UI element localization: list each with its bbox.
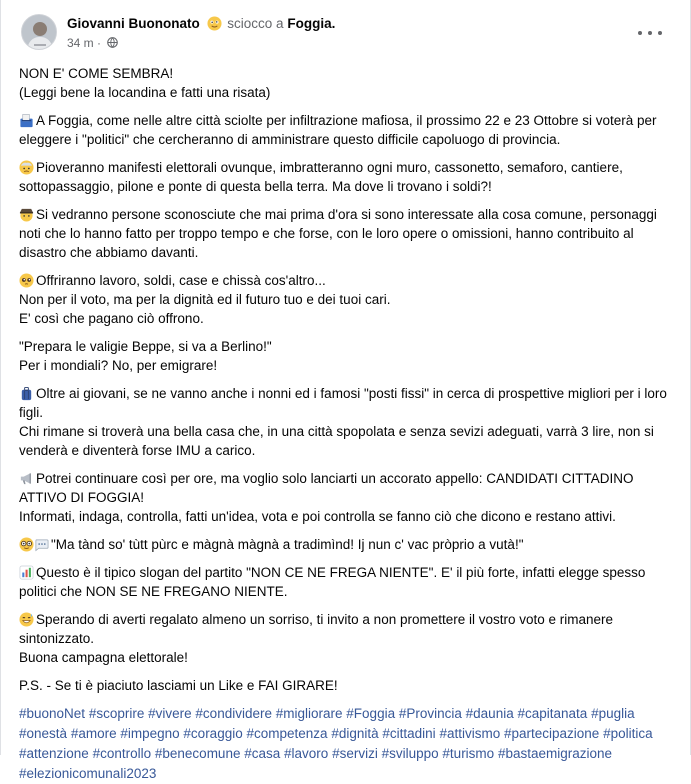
hashtag-link[interactable]: #onestà <box>19 726 68 741</box>
paragraph-text: Pioveranno manifesti elettorali ovunque, imbratteranno ogni muro, cassonetto, semaforo, cantiere, sottopassaggio, pilone e ponte di questa bella terra. Ma dove li trovano i soldi?! <box>19 160 623 194</box>
hashtag-link[interactable]: #casa <box>244 746 281 761</box>
hashtag-link[interactable]: #daunia <box>465 706 514 721</box>
hashtag-link[interactable]: #coraggio <box>183 726 243 741</box>
hashtag-link[interactable]: #Provincia <box>398 706 462 721</box>
hashtag-link[interactable]: #attivismo <box>439 726 501 741</box>
hashtag-link[interactable]: #politica <box>603 726 653 741</box>
dot-icon <box>638 31 642 35</box>
place-link[interactable]: Foggia. <box>287 16 336 31</box>
nerd-speech-icon <box>19 537 49 552</box>
post-paragraph <box>19 676 675 695</box>
hashtag-link[interactable]: #amore <box>70 726 117 741</box>
hashtag-link[interactable]: #dignità <box>331 726 379 741</box>
hashtag-link[interactable]: #servizi <box>332 746 378 761</box>
post-paragraph <box>19 158 675 196</box>
more-options-button[interactable] <box>638 28 662 38</box>
paragraph-text: "Ma tànd so' tùtt pùrc e màgnà màgnà a tradimìnd! Ij nun c' vac pròprio a vutà!" <box>51 537 524 552</box>
hashtag-link[interactable]: #elezionicomunali2023 <box>19 766 157 781</box>
hashtag-link[interactable]: #buonoNet <box>19 706 86 721</box>
hashtag-link[interactable]: #benecomune <box>154 746 241 761</box>
author-name[interactable]: Giovanni Buononato <box>67 16 200 31</box>
feeling-text: sciocco a <box>227 16 284 31</box>
hashtag-list <box>19 704 675 784</box>
grin-sweat-icon <box>19 612 34 627</box>
silly-face-icon <box>207 16 222 31</box>
paragraph-text: Offriranno lavoro, soldi, case e chissà cos'altro... Non per il voto, ma per la dignità ed il futuro tuo e dei tuoi cari. E' così che pagano ciò offrono. <box>19 273 391 326</box>
hashtag-link[interactable]: #competenza <box>246 726 328 741</box>
paragraph-text: P.S. - Se ti è piaciuto lasciami un Like e FAI GIRARE! <box>19 678 338 693</box>
hashtag-link[interactable]: #cittadini <box>382 726 436 741</box>
hashtag-link[interactable]: #puglia <box>591 706 635 721</box>
post-paragraph <box>19 610 675 667</box>
author-line <box>67 15 335 33</box>
hashtag-link[interactable]: #capitanata <box>517 706 588 721</box>
hashtag-link[interactable]: #lavoro <box>284 746 329 761</box>
post-paragraphs <box>19 64 675 695</box>
hashtag-link[interactable]: #controllo <box>92 746 152 761</box>
paragraph-text: "Prepara le valigie Beppe, si va a Berlino!" Per i mondiali? No, per emigrare! <box>19 339 272 373</box>
meta-separator: · <box>97 36 102 50</box>
paragraph-text: Oltre ai giovani, se ne vanno anche i nonni ed i famosi "posti fissi" in cerca di prospettive migliori per i loro figli. Chi rimane si troverà una bella casa che, in una città spopolata e senza sevizi adeguati, varrà 3 lire, non si venderà e diventerà forse IMU a carico. <box>19 386 667 458</box>
paragraph-text: A Foggia, come nelle altre città sciolte per infiltrazione mafiosa, il prossimo 22 e 23 Ottobre si voterà per eleggere i "politici" che cercheranno di amministrare questo difficile capoluogo di provincia. <box>19 113 657 147</box>
hashtag-link[interactable]: #condividere <box>195 706 272 721</box>
hashtag-link[interactable]: #partecipazione <box>503 726 600 741</box>
post-timestamp[interactable]: 34 m <box>67 36 94 50</box>
hashtag-link[interactable]: #bastaemigrazione <box>497 746 613 761</box>
post-paragraph <box>19 337 675 375</box>
hashtag-link[interactable]: #sviluppo <box>381 746 439 761</box>
post-paragraph <box>19 271 675 328</box>
post-meta <box>67 35 118 51</box>
hashtag-link[interactable]: #scoprire <box>88 706 145 721</box>
paragraph-text: Si vedranno persone sconosciute che mai prima d'ora si sono interessate alla cosa comune, personaggi noti che lo hanno fatto per troppo tempo e che forse, con le loro opere o omissioni, hanno contribuito al disastro che abbiamo davanti. <box>19 207 657 260</box>
post-paragraph <box>19 384 675 460</box>
rain-cloud-icon <box>19 160 34 175</box>
avatar[interactable] <box>21 14 57 50</box>
post-paragraph <box>19 469 675 526</box>
hashtag-link[interactable]: #attenzione <box>19 746 89 761</box>
paragraph-text: Potrei continuare così per ore, ma voglio solo lanciarti un accorato appello: CANDIDATI CITTADINO ATTIVO DI FOGGIA! Informati, indaga, controlla, fatti un'idea, vota e poi controlla se fanno ciò che dicono e restano attivi. <box>19 471 634 524</box>
post-header <box>1 0 690 62</box>
luggage-icon <box>19 386 34 401</box>
dot-icon <box>658 31 662 35</box>
ballot-box-icon <box>19 113 34 128</box>
post-paragraph <box>19 535 675 554</box>
paragraph-text: NON E' COME SEMBRA! (Leggi bene la locandina e fatti una risata) <box>19 66 271 100</box>
detective-icon <box>19 207 34 222</box>
hashtag-link[interactable]: #vivere <box>148 706 192 721</box>
post-body <box>19 64 675 784</box>
hashtag-link[interactable]: #migliorare <box>275 706 343 721</box>
paragraph-text: Questo è il tipico slogan del partito "NON CE NE FREGA NIENTE". E' il più forte, infatti elegge spesso politici che NON SE NE FREGANO NIENTE. <box>19 565 646 599</box>
dot-icon <box>648 31 652 35</box>
post-paragraph <box>19 64 675 102</box>
pleading-face-icon <box>19 273 34 288</box>
hashtag-link[interactable]: #turismo <box>442 746 495 761</box>
post-paragraph <box>19 205 675 262</box>
hashtag-link[interactable]: #Foggia <box>346 706 396 721</box>
post-paragraph <box>19 563 675 601</box>
globe-icon[interactable] <box>107 36 118 47</box>
megaphone-icon <box>19 471 34 486</box>
paragraph-text: Sperando di averti regalato almeno un sorriso, ti invito a non promettere il vostro voto e rimanere sintonizzato. Buona campagna elettorale! <box>19 612 614 665</box>
hashtag-link[interactable]: #impegno <box>120 726 180 741</box>
bar-chart-icon <box>19 565 34 580</box>
post-paragraph <box>19 111 675 149</box>
